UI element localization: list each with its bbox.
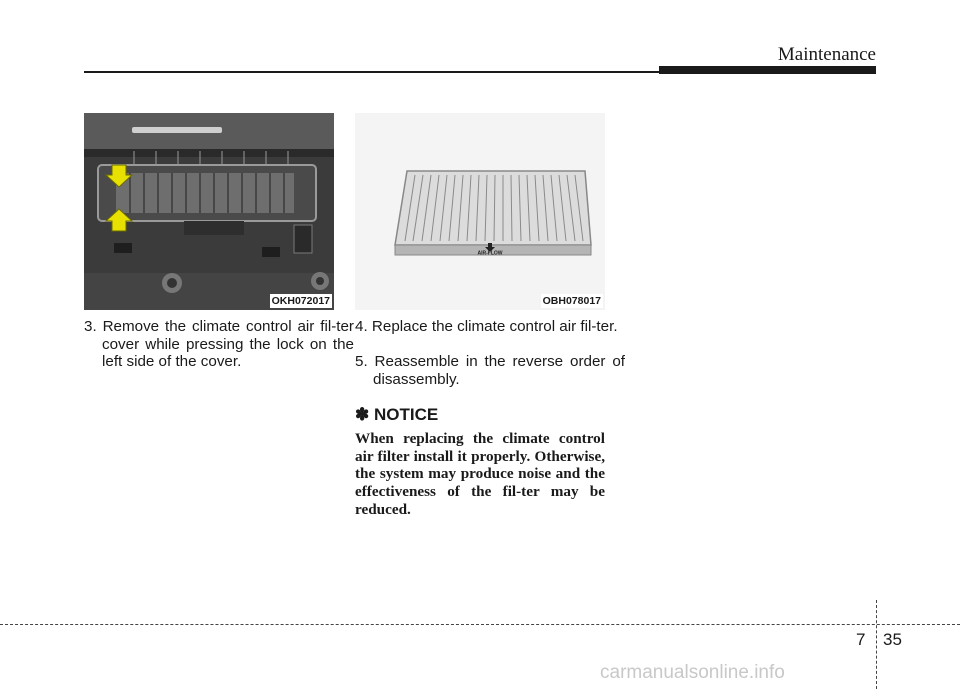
watermark: carmanualsonline.info xyxy=(600,662,785,683)
chapter-number: 7 xyxy=(856,630,866,649)
step-number: 3. xyxy=(84,318,97,335)
figure-code: OKH072017 xyxy=(271,295,330,307)
step-5 xyxy=(355,353,625,388)
header-rule-thin xyxy=(84,71,660,73)
page-number: 35 xyxy=(883,630,902,649)
page-header-title: Maintenance xyxy=(777,44,876,65)
notice-body: When replacing the climate control air filter install it properly. Otherwise, the system may produce noise and the effectiveness of the fil-ter may be reduced. xyxy=(355,430,605,518)
header-rule-thick xyxy=(659,66,876,74)
figure-air-filter xyxy=(355,113,605,310)
footer-vertical-dash xyxy=(876,600,877,689)
step-3 xyxy=(84,318,354,371)
step-text: Remove the climate control air fil-ter cover while pressing the lock on the left side of the cover. xyxy=(102,318,354,370)
step-4 xyxy=(355,318,625,336)
step-number: 5. xyxy=(355,353,368,370)
step-number: 4. xyxy=(355,318,368,335)
notice-heading xyxy=(355,405,438,425)
notice-title: NOTICE xyxy=(373,405,439,424)
figure-filter-cover xyxy=(84,113,334,310)
step-text: Reassemble in the reverse order of disassembly. xyxy=(373,353,625,388)
footer-dashed-rule xyxy=(0,624,960,625)
air-flow-label: AIR-FLOW xyxy=(477,250,503,257)
step-text: Replace the climate control air fil-ter. xyxy=(371,318,618,335)
air-filter-photo xyxy=(355,113,605,310)
glovebox-filter-cover-photo xyxy=(84,113,334,310)
notice-symbol-icon: ✽ xyxy=(355,405,370,424)
figure-code: OBH078017 xyxy=(542,295,601,307)
